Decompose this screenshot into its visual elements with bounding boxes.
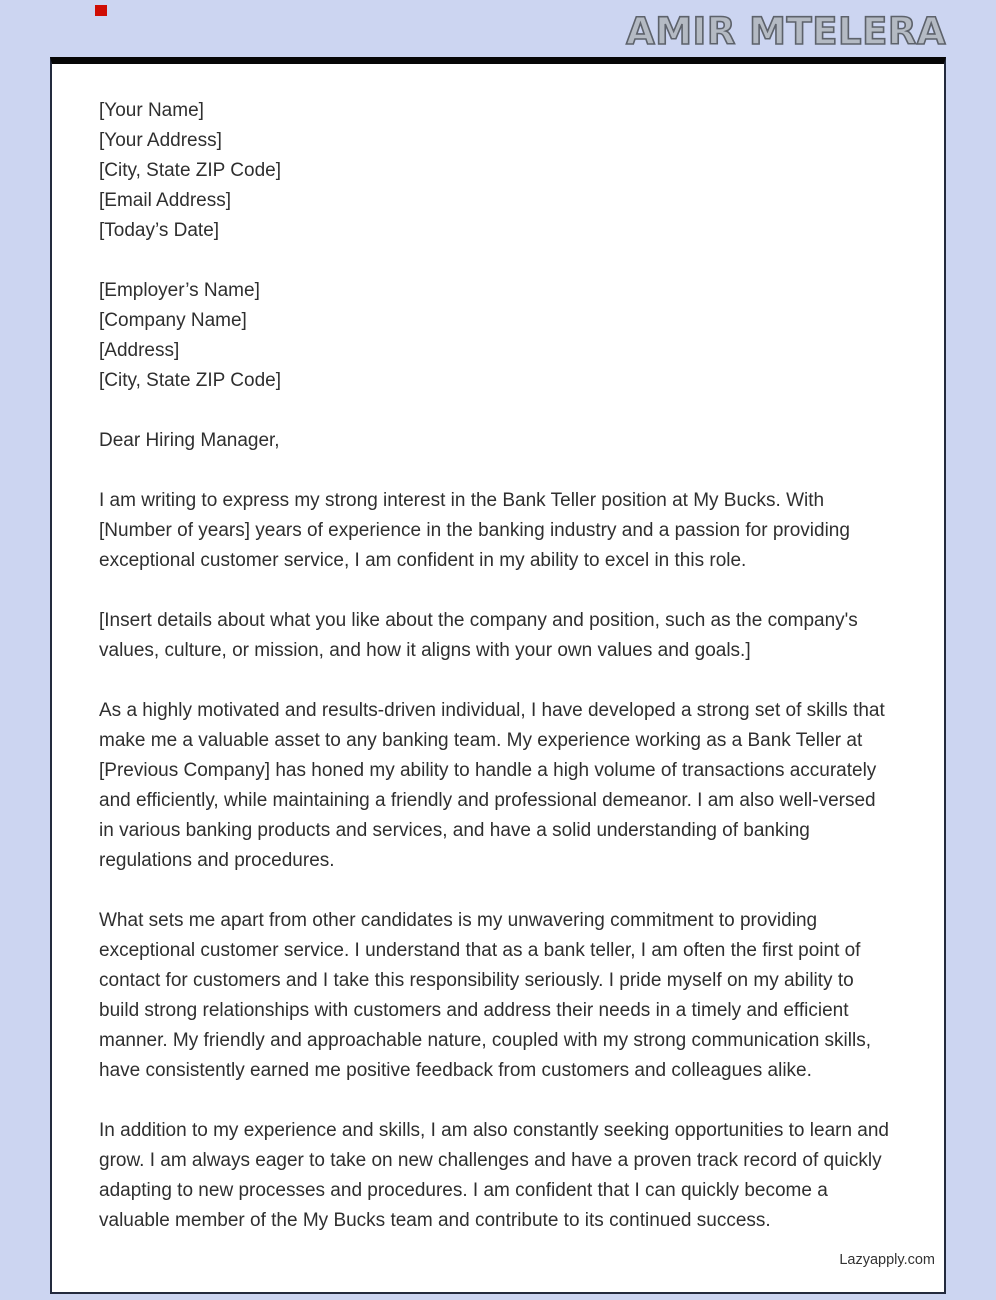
- paragraph-customer-service: What sets me apart from other candidates is my unwavering commitment to providing exceptional customer service. I understand that as a bank teller, I am often the first point of contact for customers and I take this responsibility seriously. I pride myself on my ability to build strong relationships with customers and address their needs in a timely and efficient manner. My friendly and approachable nature, coupled with my strong communication skills, have consistently earned me positive feedback from customers and colleagues alike.: [99, 910, 871, 1081]
- paragraph-experience: As a highly motivated and results-driven individual, I have developed a strong set of skills that make me a valuable asset to any banking team. My experience working as a Bank Teller at [Previous Company] has honed my ability to handle a high volume of transactions accurately and efficiently, while maintaining a friendly and professional demeanor. I am also well-versed in various banking products and services, and have a solid understanding of banking regulations and procedures.: [99, 700, 885, 871]
- letter-body: [52, 64, 944, 1236]
- paragraph-intro: I am writing to express my strong interest in the Bank Teller position at My Bucks. With [Number of years] years of experience in the banking industry and a passion for providing exceptional customer service, I am confident in my ability to excel in this role.: [99, 490, 850, 571]
- sender-line: [Your Name]: [99, 100, 204, 121]
- recipient-line: [Address]: [99, 340, 180, 361]
- sender-block: [99, 96, 895, 246]
- salutation: Dear Hiring Manager,: [99, 430, 280, 451]
- red-corner-mark: [95, 5, 107, 16]
- recipient-line: [Company Name]: [99, 310, 247, 331]
- recipient-block: [99, 276, 895, 396]
- watermark-link[interactable]: Lazyapply.com: [839, 1252, 935, 1268]
- brand-logo: AMIR MTELERA: [626, 10, 946, 53]
- sender-line: [City, State ZIP Code]: [99, 160, 281, 181]
- sender-line: [Today’s Date]: [99, 220, 220, 241]
- sender-line: [Your Address]: [99, 130, 222, 151]
- recipient-line: [City, State ZIP Code]: [99, 370, 281, 391]
- recipient-line: [Employer’s Name]: [99, 280, 260, 301]
- letter-page: [50, 57, 946, 1294]
- paragraph-growth: In addition to my experience and skills, I am also constantly seeking opportunities to learn and grow. I am always eager to take on new challenges and have a proven track record of quickly adapting to new processes and procedures. I am confident that I can quickly become a valuable member of the My Bucks team and contribute to its continued success.: [99, 1120, 890, 1231]
- sender-line: [Email Address]: [99, 190, 231, 211]
- paragraph-company-placeholder: [Insert details about what you like about the company and position, such as the company's values, culture, or mission, and how it aligns with your own values and goals.]: [99, 610, 858, 661]
